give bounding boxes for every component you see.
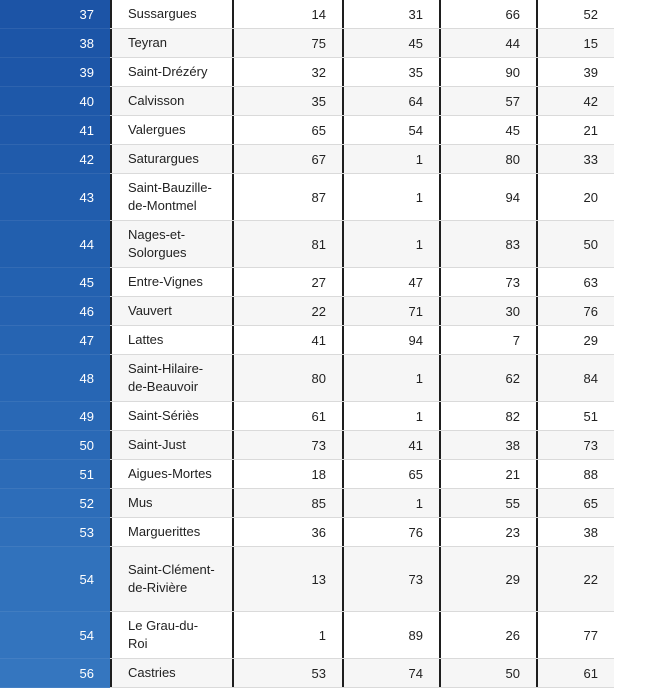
score-cell-v2: 73 [342,547,439,611]
commune-name-cell: Saint-Hilaire-de-Beauvoir [110,355,232,401]
score-cell-v1: 81 [232,221,342,267]
score-cell-v3: 83 [439,221,536,267]
score-cell-v2: 71 [342,297,439,325]
score-cell-v4: 52 [536,0,614,28]
score-cell-v2: 1 [342,355,439,401]
commune-name-cell: Lattes [110,326,232,354]
score-cell-v3: 55 [439,489,536,517]
table-row [0,612,614,659]
commune-name-cell: Valergues [110,116,232,144]
score-cell-v2: 1 [342,221,439,267]
score-cell-v3: 73 [439,268,536,296]
commune-name-cell: Castries [110,659,232,687]
score-cell-v3: 45 [439,116,536,144]
score-cell-v1: 14 [232,0,342,28]
score-cell-v4: 61 [536,659,614,687]
score-cell-v1: 22 [232,297,342,325]
commune-name-cell: Teyran [110,29,232,57]
score-cell-v3: 44 [439,29,536,57]
table-row [0,355,614,402]
rank-cell: 46 [0,297,110,326]
score-cell-v3: 21 [439,460,536,488]
commune-name-cell: Le Grau-du-Roi [110,612,232,658]
rank-cell: 53 [0,518,110,547]
score-cell-v1: 35 [232,87,342,115]
score-cell-v2: 94 [342,326,439,354]
commune-name-cell: Saturargues [110,145,232,173]
score-cell-v4: 77 [536,612,614,658]
rank-cell: 42 [0,145,110,174]
score-cell-v1: 27 [232,268,342,296]
score-cell-v2: 65 [342,460,439,488]
table-row [0,116,614,145]
score-cell-v1: 41 [232,326,342,354]
commune-name-cell: Mus [110,489,232,517]
rank-cell: 50 [0,431,110,460]
score-cell-v4: 33 [536,145,614,173]
score-cell-v1: 75 [232,29,342,57]
score-cell-v1: 36 [232,518,342,546]
commune-name-cell: Saint-Drézéry [110,58,232,86]
score-cell-v2: 45 [342,29,439,57]
score-cell-v1: 53 [232,659,342,687]
commune-name-cell: Saint-Sériès [110,402,232,430]
score-cell-v4: 63 [536,268,614,296]
rank-cell: 41 [0,116,110,145]
rank-cell: 39 [0,58,110,87]
table-row [0,29,614,58]
score-cell-v1: 87 [232,174,342,220]
score-cell-v1: 80 [232,355,342,401]
score-cell-v4: 88 [536,460,614,488]
score-cell-v2: 1 [342,489,439,517]
score-cell-v4: 50 [536,221,614,267]
table-row [0,221,614,268]
commune-name-cell: Saint-Bauzille-de-Montmel [110,174,232,220]
score-cell-v1: 61 [232,402,342,430]
score-cell-v4: 39 [536,58,614,86]
score-cell-v3: 94 [439,174,536,220]
score-cell-v1: 18 [232,460,342,488]
score-cell-v4: 51 [536,402,614,430]
table-row [0,326,614,355]
rank-cell: 38 [0,29,110,58]
table-row [0,489,614,518]
score-cell-v4: 65 [536,489,614,517]
score-cell-v4: 76 [536,297,614,325]
score-cell-v2: 64 [342,87,439,115]
score-cell-v4: 42 [536,87,614,115]
score-cell-v3: 26 [439,612,536,658]
score-cell-v3: 90 [439,58,536,86]
score-cell-v3: 80 [439,145,536,173]
score-cell-v1: 32 [232,58,342,86]
score-cell-v4: 22 [536,547,614,611]
score-cell-v1: 65 [232,116,342,144]
rank-cell: 37 [0,0,110,29]
score-cell-v1: 85 [232,489,342,517]
table-row [0,58,614,87]
score-cell-v3: 66 [439,0,536,28]
table-row [0,145,614,174]
table-row [0,518,614,547]
score-cell-v3: 82 [439,402,536,430]
rank-cell: 44 [0,221,110,268]
commune-name-cell: Saint-Clément-de-Rivière [110,547,232,611]
table-row [0,402,614,431]
table-row [0,659,614,688]
commune-name-cell: Vauvert [110,297,232,325]
score-cell-v3: 38 [439,431,536,459]
score-cell-v3: 50 [439,659,536,687]
score-cell-v2: 54 [342,116,439,144]
rank-cell: 47 [0,326,110,355]
commune-name-cell: Saint-Just [110,431,232,459]
table-row [0,297,614,326]
score-cell-v4: 38 [536,518,614,546]
score-cell-v3: 29 [439,547,536,611]
score-cell-v3: 30 [439,297,536,325]
score-cell-v3: 7 [439,326,536,354]
rank-cell: 48 [0,355,110,402]
table-row [0,460,614,489]
rank-cell: 43 [0,174,110,221]
score-cell-v4: 20 [536,174,614,220]
table-row [0,431,614,460]
rank-cell: 45 [0,268,110,297]
rank-cell: 56 [0,659,110,688]
commune-name-cell: Entre-Vignes [110,268,232,296]
commune-name-cell: Calvisson [110,87,232,115]
score-cell-v2: 47 [342,268,439,296]
score-cell-v1: 13 [232,547,342,611]
score-cell-v4: 21 [536,116,614,144]
rank-cell: 40 [0,87,110,116]
score-cell-v2: 76 [342,518,439,546]
rank-cell: 54 [0,612,110,659]
commune-name-cell: Aigues-Mortes [110,460,232,488]
commune-name-cell: Marguerittes [110,518,232,546]
score-cell-v2: 35 [342,58,439,86]
rank-cell: 52 [0,489,110,518]
table-row [0,547,614,612]
score-cell-v2: 1 [342,402,439,430]
score-cell-v2: 74 [342,659,439,687]
score-cell-v2: 89 [342,612,439,658]
table-row [0,87,614,116]
score-cell-v4: 29 [536,326,614,354]
score-cell-v4: 15 [536,29,614,57]
score-cell-v3: 23 [439,518,536,546]
score-cell-v2: 31 [342,0,439,28]
rank-cell: 54 [0,547,110,612]
score-cell-v3: 57 [439,87,536,115]
score-cell-v1: 67 [232,145,342,173]
score-cell-v2: 1 [342,174,439,220]
score-cell-v4: 73 [536,431,614,459]
score-cell-v2: 1 [342,145,439,173]
score-cell-v1: 73 [232,431,342,459]
table-row [0,174,614,221]
rank-cell: 49 [0,402,110,431]
commune-name-cell: Sussargues [110,0,232,28]
table-row [0,268,614,297]
commune-name-cell: Nages-et-Solorgues [110,221,232,267]
rank-cell: 51 [0,460,110,489]
score-cell-v1: 1 [232,612,342,658]
score-cell-v3: 62 [439,355,536,401]
table-row [0,0,614,29]
score-cell-v4: 84 [536,355,614,401]
score-cell-v2: 41 [342,431,439,459]
